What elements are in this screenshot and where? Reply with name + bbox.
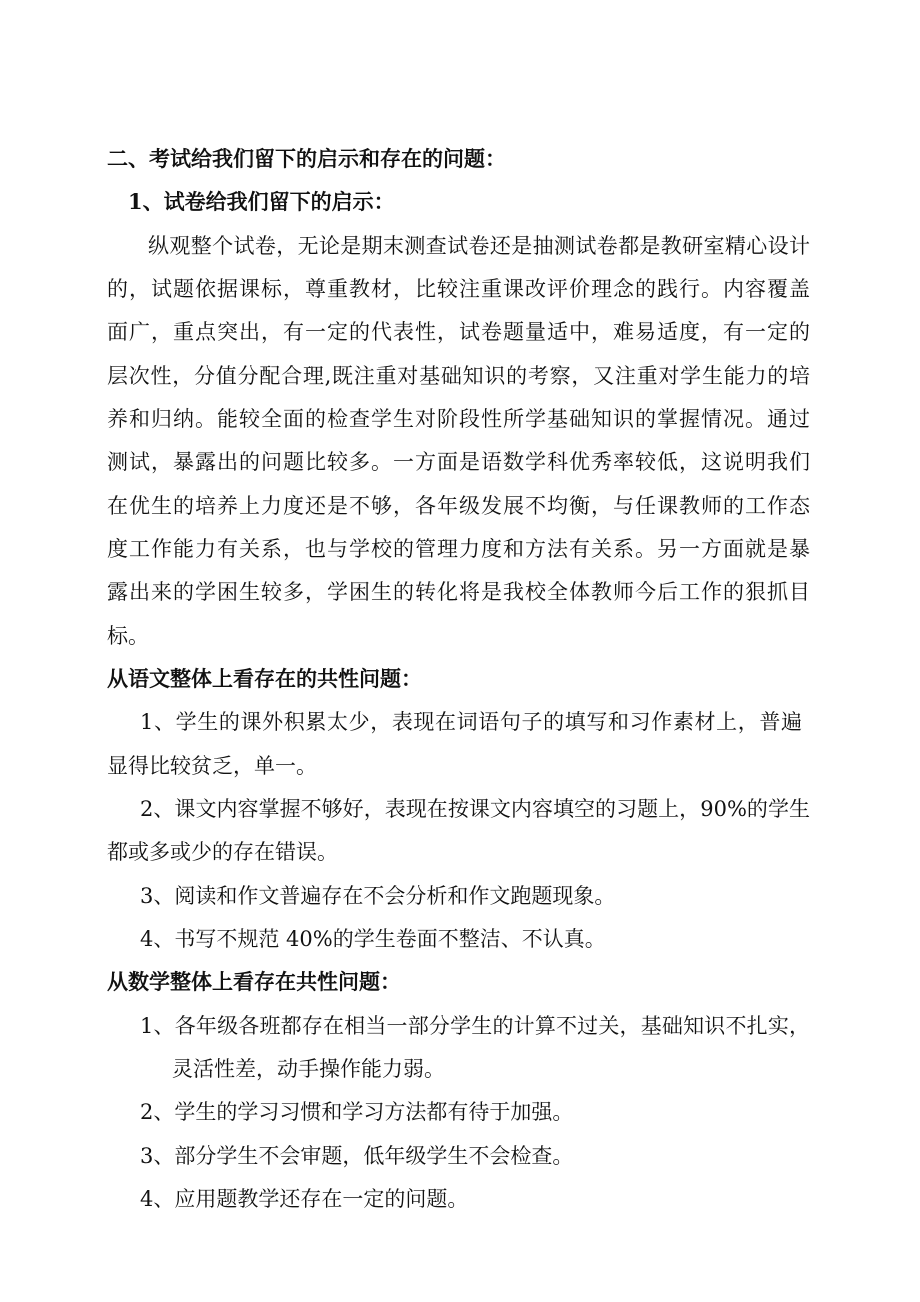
chinese-item: 3、阅读和作文普遍存在不会分析和作文跑题现象。	[140, 884, 616, 908]
paragraph-line: 测试，暴露出的问题比较多。一方面是语数学科优秀率较低，这说明我们	[107, 450, 810, 474]
chinese-item-continued: 显得比较贫乏，单一。	[107, 754, 317, 778]
math-item: 3、部分学生不会审题，低年级学生不会检查。	[140, 1144, 574, 1168]
paragraph-line: 在优生的培养上力度还是不够，各年级发展不均衡，与任课教师的工作态	[107, 494, 810, 518]
math-item-continued: 灵活性差，动手操作能力弱。	[172, 1057, 445, 1081]
math-heading: 从数学整体上看存在共性问题：	[107, 969, 401, 994]
chinese-heading: 从语文整体上看存在的共性问题：	[107, 666, 422, 691]
chinese-item: 2、课文内容掌握不够好，表现在按课文内容填空的习题上，90%的学生	[140, 797, 810, 821]
paragraph-line: 标。	[107, 624, 149, 648]
math-item: 1、各年级各班都存在相当一部分学生的计算不过关，基础知识不扎实，	[140, 1014, 810, 1038]
math-item: 2、学生的学习习惯和学习方法都有待于加强。	[140, 1100, 574, 1124]
subsection-heading: 1、试卷给我们留下的启示：	[128, 189, 395, 214]
chinese-item: 1、学生的课外积累太少，表现在词语句子的填写和习作素材上，普遍	[140, 710, 802, 734]
paragraph-line: 养和归纳。能较全面的检查学生对阶段性所学基础知识的掌握情况。通过	[107, 407, 810, 431]
chinese-item: 4、书写不规范 40%的学生卷面不整洁、不认真。	[140, 927, 606, 951]
paragraph-line: 层次性，分值分配合理,既注重对基础知识的考察，又注重对学生能力的培	[107, 364, 810, 388]
chinese-item-continued: 都或多或少的存在错误。	[107, 840, 338, 864]
paragraph-line: 度工作能力有关系，也与学校的管理力度和方法有关系。另一方面就是暴	[107, 537, 810, 561]
section-heading: 二、考试给我们留下的启示和存在的问题：	[107, 146, 506, 171]
paragraph-line: 面广，重点突出，有一定的代表性，试卷题量适中，难易适度，有一定的	[107, 320, 810, 344]
paragraph-line: 的，试题依据课标，尊重教材，比较注重课改评价理念的践行。内容覆盖	[107, 277, 810, 301]
math-item: 4、应用题教学还存在一定的问题。	[140, 1187, 469, 1211]
paragraph-line: 纵观整个试卷，无论是期末测查试卷还是抽测试卷都是教研室精心设计	[148, 234, 810, 258]
paragraph-line: 露出来的学困生较多，学困生的转化将是我校全体教师今后工作的狠抓目	[107, 580, 810, 604]
